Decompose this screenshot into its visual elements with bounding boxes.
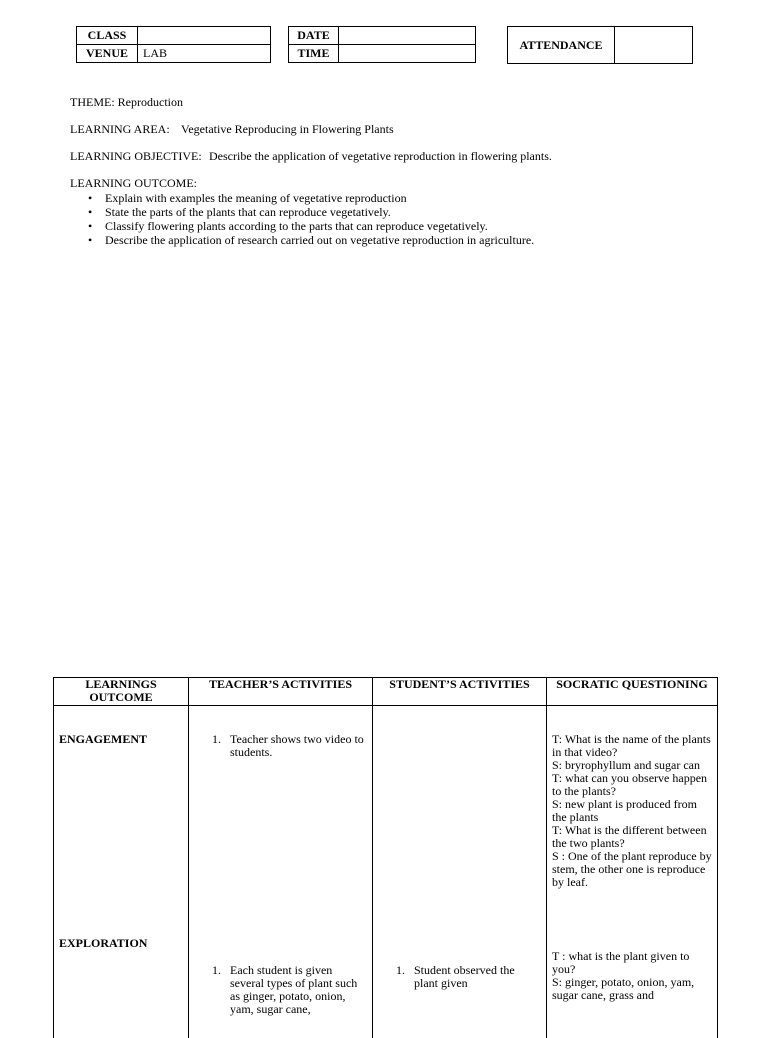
teacher-activity-text: Teacher shows two video to students. (230, 732, 364, 759)
socratic-line: S : One of the plant reproduce by stem, the other one is reproduce by leaf. (552, 849, 712, 889)
socratic-line: S: bryrophyllum and sugar can (552, 758, 700, 772)
date-time-table (288, 26, 476, 63)
learning-outcome-item: • State the parts of the plants that can reproduce vegetatively. (88, 205, 534, 219)
learning-objective-line (70, 149, 552, 163)
socratic-line: S: new plant is produced from the plants (552, 797, 697, 824)
class-value (138, 27, 271, 45)
venue-label: VENUE (77, 45, 138, 63)
socratic-line: T: what can you observe happen to the plants? (552, 771, 708, 798)
learning-outcome-label: LEARNING OUTCOME: (70, 176, 197, 190)
learning-area-label: LEARNING AREA: (70, 122, 170, 136)
theme-value: Reproduction (117, 95, 183, 109)
teacher-activity-number: 1. (212, 963, 221, 977)
learning-objective-value: Describe the application of vegetative reproduction in flowering plants. (209, 149, 552, 163)
column-header-teacher-activities: TEACHER’S ACTIVITIES (189, 678, 373, 706)
column-header-student-activities: STUDENT’S ACTIVITIES (373, 678, 547, 706)
phase-label: EXPLORATION (59, 936, 148, 950)
learning-objective-label: LEARNING OBJECTIVE: (70, 149, 202, 163)
table-row-engagement (54, 706, 718, 937)
venue-value: LAB (138, 45, 271, 63)
teacher-activity-number: 1. (212, 732, 221, 746)
learning-outcome-item: • Explain with examples the meaning of vegetative reproduction (88, 191, 534, 205)
class-label: CLASS (77, 27, 138, 45)
teacher-activity-text: Each student is given several types of plant such as ginger, potato, onion, yam, sugar cane, (230, 963, 358, 1016)
learning-outcome-item: • Describe the application of research carried out on vegetative reproduction in agriculture. (88, 233, 534, 247)
table-row-exploration (54, 936, 718, 1038)
theme-label: THEME: (70, 95, 115, 109)
lesson-plan-table (53, 677, 718, 1038)
teacher-activity (190, 733, 371, 759)
attendance-label: ATTENDANCE (508, 27, 615, 64)
socratic-questioning (548, 733, 716, 889)
student-activity-number: 1. (396, 963, 405, 977)
column-header-learning-outcome: LEARNINGS OUTCOME (54, 678, 189, 706)
table-header-row (54, 678, 718, 706)
learning-outcome-item: • Classify flowering plants according to the parts that can reproduce vegetatively. (88, 219, 534, 233)
date-label: DATE (289, 27, 339, 45)
learning-area-value: Vegetative Reproducing in Flowering Plants (181, 122, 394, 136)
socratic-line: T: What is the different between the two plants? (552, 823, 707, 850)
learning-area-line (70, 122, 394, 136)
class-venue-table (76, 26, 271, 63)
learning-outcome-list (88, 191, 534, 247)
date-value (339, 27, 476, 45)
socratic-line: S: ginger, potato, onion, yam, sugar cane, grass and (552, 975, 695, 1002)
attendance-table (507, 26, 693, 64)
column-header-socratic-questioning: SOCRATIC QUESTIONING (547, 678, 718, 706)
socratic-line: T : what is the plant given to you? (552, 949, 690, 976)
socratic-line: T: What is the name of the plants in that video? (552, 732, 711, 759)
theme-line (70, 95, 183, 109)
time-value (339, 45, 476, 63)
socratic-questioning (548, 950, 716, 1002)
time-label: TIME (289, 45, 339, 63)
phase-label: ENGAGEMENT (59, 732, 148, 746)
attendance-value (615, 27, 693, 64)
student-activity (374, 964, 545, 990)
teacher-activity (190, 964, 371, 1016)
student-activity-text: Student observed the plant given (414, 963, 515, 990)
